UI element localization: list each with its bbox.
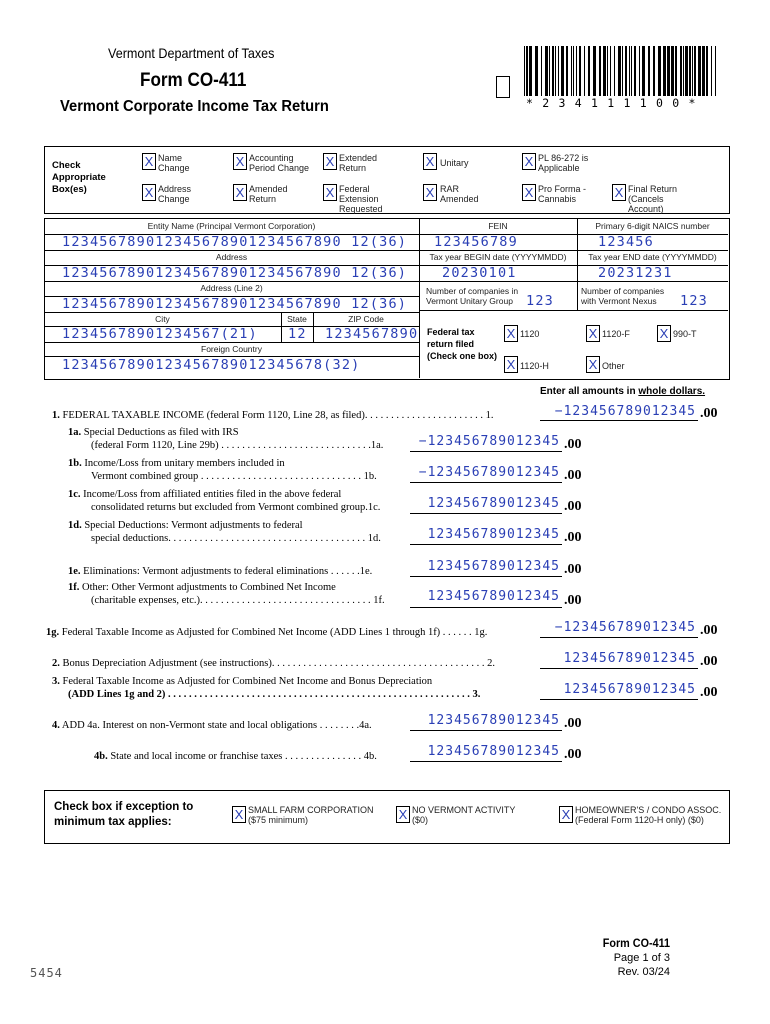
line-1a-label: 1a. Special Deductions as filed with IRS (federal Form 1120, Line 29b) . . . . . . . . . . . . . . . . . . . . . . . . . . . . .1a. <box>68 427 384 451</box>
line-1d-amount[interactable]: 123456789012345 <box>427 527 560 542</box>
unitary-checkbox[interactable]: X <box>423 153 437 170</box>
pro-forma-label: Pro Forma - Cannabis <box>538 184 587 204</box>
entity-name-input[interactable]: 123456789012345678901234567890 12(36) <box>62 234 408 250</box>
homeowners-checkbox[interactable]: X <box>559 806 573 823</box>
agency-name: Vermont Department of Taxes <box>108 45 275 61</box>
line-1-amount[interactable]: −123456789012345 <box>554 404 696 419</box>
footer-page: Page 1 of 3 <box>613 952 670 964</box>
form-1120f-label: 1120-F <box>602 329 630 339</box>
line-3-label: 3. Federal Taxable Income as Adjusted for Combined Net Income and Bonus Depreciation (ADD Lines 1g and 2) . . . . . . . . . . . . . . . . . . . . . . . . . . . . . . . . . . . . . . . . . . . . . . . . . . . . . . . . . . 3. <box>52 676 481 700</box>
line-1e-amount[interactable]: 123456789012345 <box>427 559 560 574</box>
line-1c-label: 1c. Income/Loss from affiliated entities filed in the above federal consolidated returns but excluded from Vermont combined group.1c. <box>68 489 381 513</box>
begin-date-label: Tax year BEGIN date (YYYYMMDD) <box>429 252 567 262</box>
line-1a-cents: .00 <box>564 437 582 452</box>
nexus-count-input[interactable]: 123 <box>680 293 708 309</box>
whole-dollars-note: Enter all amounts in whole dollars. <box>540 386 706 397</box>
homeowners-label: HOMEOWNER'S / CONDO ASSOC. (Federal Form 1120-H only) ($0) <box>575 805 722 825</box>
line-1d-label: 1d. Special Deductions: Vermont adjustments to federal special deductions. . . . . . . . . . . . . . . . . . . . . . . . . . . . . . . . . . . . . . 1d. <box>68 520 381 544</box>
naics-input[interactable]: 123456 <box>598 234 654 250</box>
zip-label: ZIP Code <box>348 314 384 324</box>
line-1g-cents: .00 <box>700 623 718 638</box>
form-code: 5454 <box>30 966 63 980</box>
rar-amended-checkbox[interactable]: X <box>423 184 437 201</box>
fein-label: FEIN <box>488 221 508 231</box>
line-4b-label: 4b. State and local income or franchise taxes . . . . . . . . . . . . . . . 4b. <box>94 751 377 762</box>
no-vermont-activity-label: NO VERMONT ACTIVITY ($0) <box>412 805 516 825</box>
line-4a-amount[interactable]: 123456789012345 <box>427 713 560 728</box>
line-1-cents: .00 <box>700 406 718 421</box>
final-return-checkbox[interactable]: X <box>612 184 626 201</box>
blank-box <box>496 76 510 98</box>
form-990t-checkbox[interactable]: X <box>657 325 671 342</box>
form-990t-label: 990-T <box>673 329 697 339</box>
pl86-label: PL 86-272 is Applicable <box>538 153 589 173</box>
accounting-period-label: Accounting Period Change <box>249 153 310 173</box>
naics-label: Primary 6-digit NAICS number <box>595 221 710 231</box>
begin-date-input[interactable]: 20230101 <box>442 265 517 281</box>
line-1b-amount[interactable]: −123456789012345 <box>418 465 560 480</box>
country-label: Foreign Country <box>201 344 262 354</box>
pro-forma-checkbox[interactable]: X <box>522 184 536 201</box>
unitary-label: Unitary <box>440 158 469 168</box>
address-input[interactable]: 123456789012345678901234567890 12(36) <box>62 265 408 281</box>
form-1120h-label: 1120-H <box>520 361 549 371</box>
return-title: Vermont Corporate Income Tax Return <box>60 98 329 115</box>
address2-label: Address (Line 2) <box>200 283 263 293</box>
line-1e-cents: .00 <box>564 562 582 577</box>
line-1c-cents: .00 <box>564 499 582 514</box>
line-1f-amount[interactable]: 123456789012345 <box>427 589 560 604</box>
footer-form: Form CO-411 <box>602 936 670 950</box>
line-3-amount[interactable]: 123456789012345 <box>563 682 696 697</box>
footer-rev: Rev. 03/24 <box>617 966 670 978</box>
small-farm-label: SMALL FARM CORPORATION ($75 minimum) <box>248 805 374 825</box>
barcode <box>524 46 718 96</box>
small-farm-checkbox[interactable]: X <box>232 806 246 823</box>
no-vermont-activity-checkbox[interactable]: X <box>396 806 410 823</box>
zip-input[interactable]: 1234567890 <box>325 326 419 342</box>
city-input[interactable]: 12345678901234567(21) <box>62 326 258 342</box>
line-1b-label: 1b. Income/Loss from unitary members included in Vermont combined group . . . . . . . . . . . . . . . . . . . . . . . . . . . . . . . 1b. <box>68 458 377 482</box>
extended-return-checkbox[interactable]: X <box>323 153 337 170</box>
line-3-cents: .00 <box>700 685 718 700</box>
line-1f-cents: .00 <box>564 593 582 608</box>
state-label: State <box>287 314 307 324</box>
form-other-checkbox[interactable]: X <box>586 356 600 373</box>
line-1c-amount[interactable]: 123456789012345 <box>427 496 560 511</box>
line-2-amount[interactable]: 123456789012345 <box>563 651 696 666</box>
name-change-checkbox[interactable]: X <box>142 153 156 170</box>
accounting-period-checkbox[interactable]: X <box>233 153 247 170</box>
line-4a-label: 4. ADD 4a. Interest on non-Vermont state and local obligations . . . . . . . .4a. <box>52 720 372 731</box>
line-1a-amount[interactable]: −123456789012345 <box>418 434 560 449</box>
check-appropriate-label: Check Appropriate Box(es) <box>52 160 106 195</box>
federal-extension-label: Federal Extension Requested <box>339 184 383 214</box>
final-return-label: Final Return (Cancels Account) <box>628 184 678 214</box>
line-1e-label: 1e. Eliminations: Vermont adjustments to federal eliminations . . . . . .1e. <box>68 566 373 577</box>
line-1b-cents: .00 <box>564 468 582 483</box>
line-1f-label: 1f. Other: Other Vermont adjustments to Combined Net Income (charitable expenses, etc.). . . . . . . . . . . . . . . . . . . . . . . . . . . . . . . . . 1f. <box>68 582 385 606</box>
line-1d-cents: .00 <box>564 530 582 545</box>
fein-input[interactable]: 123456789 <box>434 234 518 250</box>
rar-amended-label: RAR Amended <box>440 184 479 204</box>
name-change-label: Name Change <box>158 153 190 173</box>
line-4a-cents: .00 <box>564 716 582 731</box>
form-title: Form CO-411 <box>140 70 247 91</box>
amended-return-label: Amended Return <box>249 184 288 204</box>
form-1120-label: 1120 <box>520 329 540 339</box>
form-other-label: Other <box>602 361 625 371</box>
federal-extension-checkbox[interactable]: X <box>323 184 337 201</box>
line-2-label: 2. Bonus Depreciation Adjustment (see instructions). . . . . . . . . . . . . . . . . . . . . . . . . . . . . . . . . . . . . . . . . 2. <box>52 658 496 669</box>
line-4b-amount[interactable]: 123456789012345 <box>427 744 560 759</box>
address2-input[interactable]: 123456789012345678901234567890 12(36) <box>62 296 408 312</box>
unitary-count-label: Number of companies in Vermont Unitary Group <box>426 286 519 306</box>
line-1-label: 1. FEDERAL TAXABLE INCOME (federal Form 1120, Line 28, as filed). . . . . . . . . . . . . . . . . . . . . . . 1. <box>52 410 494 421</box>
end-date-input[interactable]: 20231231 <box>598 265 673 281</box>
address-label: Address <box>215 252 248 262</box>
form-1120h-checkbox[interactable]: X <box>504 356 518 373</box>
address-change-checkbox[interactable]: X <box>142 184 156 201</box>
federal-return-label: Federal tax return filed (Check one box) <box>427 327 498 361</box>
city-label: City <box>155 314 170 324</box>
address-change-label: Address Change <box>158 184 192 204</box>
amended-return-checkbox[interactable]: X <box>233 184 247 201</box>
line-2-cents: .00 <box>700 654 718 669</box>
line-4b-cents: .00 <box>564 747 582 762</box>
pl86-checkbox[interactable]: X <box>522 153 536 170</box>
unitary-count-input[interactable]: 123 <box>526 293 554 309</box>
end-date-label: Tax year END date (YYYYMMDD) <box>588 252 717 262</box>
barcode-text: * 2 3 4 1 1 1 1 0 0 * <box>526 96 697 110</box>
nexus-count-label: Number of companies with Vermont Nexus <box>581 286 665 306</box>
form-1120f-checkbox[interactable]: X <box>586 325 600 342</box>
exception-label: Check box if exception to minimum tax applies: <box>54 801 194 828</box>
line-1g-amount[interactable]: −123456789012345 <box>554 620 696 635</box>
country-input[interactable]: 1234567890123456789012345678(32) <box>62 357 361 373</box>
line-1g-label: 1g. Federal Taxable Income as Adjusted for Combined Net Income (ADD Lines 1 through 1f) . . . . . . 1g. <box>46 627 488 638</box>
entity-name-label: Entity Name (Principal Vermont Corporation) <box>147 221 316 231</box>
form-1120-checkbox[interactable]: X <box>504 325 518 342</box>
extended-return-label: Extended Return <box>339 153 378 173</box>
state-input[interactable]: 12 <box>288 326 307 342</box>
